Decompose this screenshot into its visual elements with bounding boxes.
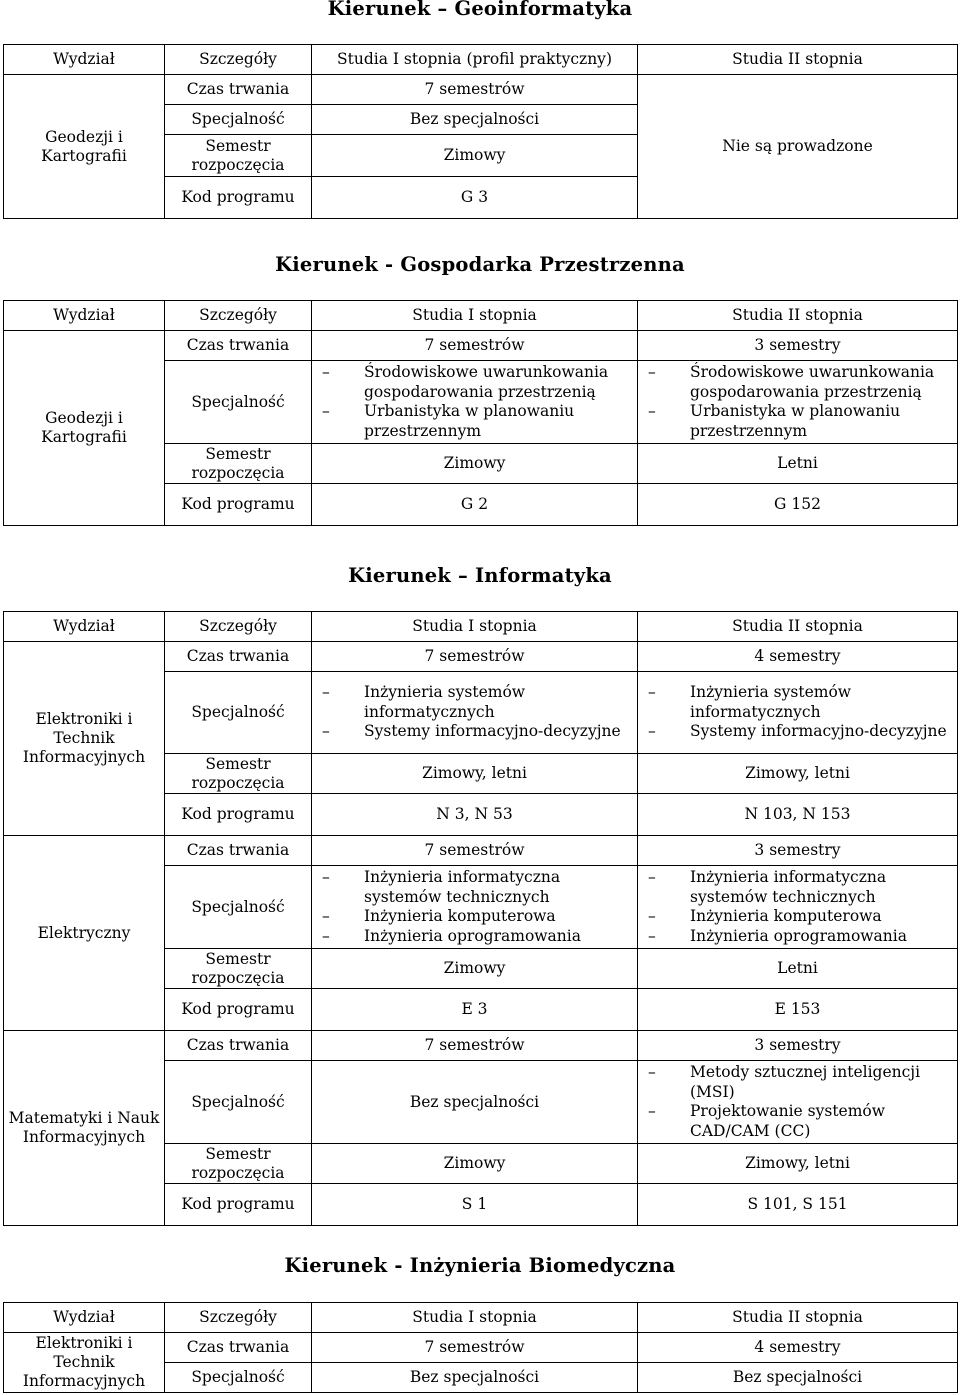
header-studia-2: Studia II stopnia [638,45,958,75]
table-geoinformatyka [3,44,958,219]
label-specjalnosc: Specjalność [165,672,312,754]
header-szczegoly: Szczegóły [165,301,312,331]
cell-kod-s2: G 152 [638,484,958,526]
label-kod: Kod programu [165,1184,312,1226]
label-semestr: Semestr rozpoczęcia [165,444,312,484]
section-title-geoinformatyka: Kierunek – Geoinformatyka [327,0,633,20]
spec-item: – Metody sztucznej inteligencji (MSI) [644,1063,953,1102]
spec-item: – Urbanistyka w planowaniu przestrzennym [318,402,633,441]
cell-semestr-s2: Zimowy, letni [638,754,958,794]
header-wydzial: Wydział [4,301,165,331]
spec-list [318,683,633,742]
cell-wydzial: Elektroniki i Technik Informacyjnych [4,1333,165,1393]
label-kod: Kod programu [165,989,312,1031]
header-studia-1: Studia I stopnia [312,612,638,642]
cell-semestr-s2: Letni [638,949,958,989]
label-semestr: Semestr rozpoczęcia [165,135,312,177]
cell-kod-s1: G 3 [312,177,638,219]
header-szczegoly: Szczegóły [165,612,312,642]
header-szczegoly: Szczegóły [165,1303,312,1333]
header-wydzial: Wydział [4,45,165,75]
cell-kod-s2: S 101, S 151 [638,1184,958,1226]
spec-list [644,683,953,742]
cell-czas-s2: 3 semestry [638,1031,958,1061]
header-studia-2: Studia II stopnia [638,1303,958,1333]
label-specjalnosc: Specjalność [165,866,312,949]
header-studia-1: Studia I stopnia (profil praktyczny) [312,45,638,75]
spec-list [318,868,633,946]
cell-wydzial: Elektroniki i Technik Informacyjnych [4,642,165,836]
label-semestr: Semestr rozpoczęcia [165,754,312,794]
spec-item: – Urbanistyka w planowaniu przestrzennym [644,402,953,441]
cell-wydzial: Elektryczny [4,836,165,1031]
cell-kod-s2: N 103, N 153 [638,794,958,836]
section-title-gospodarka: Kierunek - Gospodarka Przestrzenna [275,253,685,276]
spec-item: – Inżynieria komputerowa [318,907,633,927]
cell-czas-s2: 4 semestry [638,1333,958,1363]
spec-item: – Systemy informacyjno-decyzyjne [644,722,953,742]
header-studia-1: Studia I stopnia [312,301,638,331]
cell-czas-s2: 3 semestry [638,836,958,866]
header-studia-2: Studia II stopnia [638,612,958,642]
label-czas: Czas trwania [165,1333,312,1363]
spec-item: – Środowiskowe uwarunkowania gospodarowania przestrzenią [644,363,953,402]
cell-wydzial: Geodezji i Kartografii [4,75,165,219]
spec-list [644,1063,953,1141]
label-semestr: Semestr rozpoczęcia [165,1144,312,1184]
spec-list [644,868,953,946]
label-specjalnosc: Specjalność [165,1061,312,1144]
spec-item: – Inżynieria systemów informatycznych [644,683,953,722]
label-kod: Kod programu [165,794,312,836]
table-informatyka [3,611,958,1226]
cell-kod-s1: G 2 [312,484,638,526]
header-szczegoly: Szczegóły [165,45,312,75]
header-wydzial: Wydział [4,1303,165,1333]
label-czas: Czas trwania [165,642,312,672]
cell-czas-s1: 7 semestrów [312,836,638,866]
cell-wydzial: Matematyki i Nauk Informacyjnych [4,1031,165,1226]
label-specjalnosc: Specjalność [165,105,312,135]
cell-semestr-s1: Zimowy [312,1144,638,1184]
label-specjalnosc: Specjalność [165,1363,312,1393]
cell-kod-s1: S 1 [312,1184,638,1226]
label-czas: Czas trwania [165,836,312,866]
cell-kod-s2: E 153 [638,989,958,1031]
cell-spec-s1 [312,866,638,949]
cell-spec-s2 [638,361,958,444]
header-studia-1: Studia I stopnia [312,1303,638,1333]
cell-kod-s1: N 3, N 53 [312,794,638,836]
cell-czas-s1: 7 semestrów [312,642,638,672]
header-wydzial: Wydział [4,612,165,642]
label-kod: Kod programu [165,484,312,526]
label-czas: Czas trwania [165,331,312,361]
cell-spec-s2 [638,672,958,754]
cell-spec-s2 [638,1061,958,1144]
label-czas: Czas trwania [165,75,312,105]
header-studia-2: Studia II stopnia [638,301,958,331]
label-kod: Kod programu [165,177,312,219]
cell-semestr-s2: Letni [638,444,958,484]
spec-item: – Inżynieria systemów informatycznych [318,683,633,722]
cell-czas-s1: 7 semestrów [312,1031,638,1061]
spec-item: – Inżynieria informatyczna systemów technicznych [644,868,953,907]
table-gospodarka [3,300,958,526]
cell-kod-s1: E 3 [312,989,638,1031]
cell-semestr-s2: Zimowy, letni [638,1144,958,1184]
cell-czas-s1: 7 semestrów [312,75,638,105]
cell-s2-note: Nie są prowadzone [638,75,958,219]
spec-item: – Inżynieria informatyczna systemów technicznych [318,868,633,907]
cell-spec-s1 [312,361,638,444]
section-title-informatyka: Kierunek – Informatyka [348,564,612,587]
label-specjalnosc: Specjalność [165,361,312,444]
cell-semestr-s1: Zimowy [312,135,638,177]
cell-spec-s2 [638,866,958,949]
cell-semestr-s1: Zimowy, letni [312,754,638,794]
cell-spec-s1 [312,672,638,754]
spec-item: – Inżynieria oprogramowania [644,927,953,947]
cell-semestr-s1: Zimowy [312,949,638,989]
cell-czas-s1: 7 semestrów [312,331,638,361]
section-title-biomedyczna: Kierunek - Inżynieria Biomedyczna [284,1254,676,1277]
cell-wydzial: Geodezji i Kartografii [4,331,165,526]
cell-spec-s1: Bez specjalności [312,1363,638,1393]
spec-item: – Środowiskowe uwarunkowania gospodarowania przestrzenią [318,363,633,402]
spec-item: – Projektowanie systemów CAD/CAM (CC) [644,1102,953,1141]
label-semestr: Semestr rozpoczęcia [165,949,312,989]
cell-czas-s2: 3 semestry [638,331,958,361]
label-czas: Czas trwania [165,1031,312,1061]
cell-czas-s2: 4 semestry [638,642,958,672]
spec-item: – Inżynieria oprogramowania [318,927,633,947]
cell-spec-s2: Bez specjalności [638,1363,958,1393]
spec-list [644,363,953,441]
spec-item: – Inżynieria komputerowa [644,907,953,927]
cell-spec-s1: Bez specjalności [312,105,638,135]
spec-list [318,363,633,441]
table-biomedyczna [3,1302,958,1393]
cell-czas-s1: 7 semestrów [312,1333,638,1363]
cell-spec-s1: Bez specjalności [312,1061,638,1144]
spec-item: – Systemy informacyjno-decyzyjne [318,722,633,742]
cell-semestr-s1: Zimowy [312,444,638,484]
